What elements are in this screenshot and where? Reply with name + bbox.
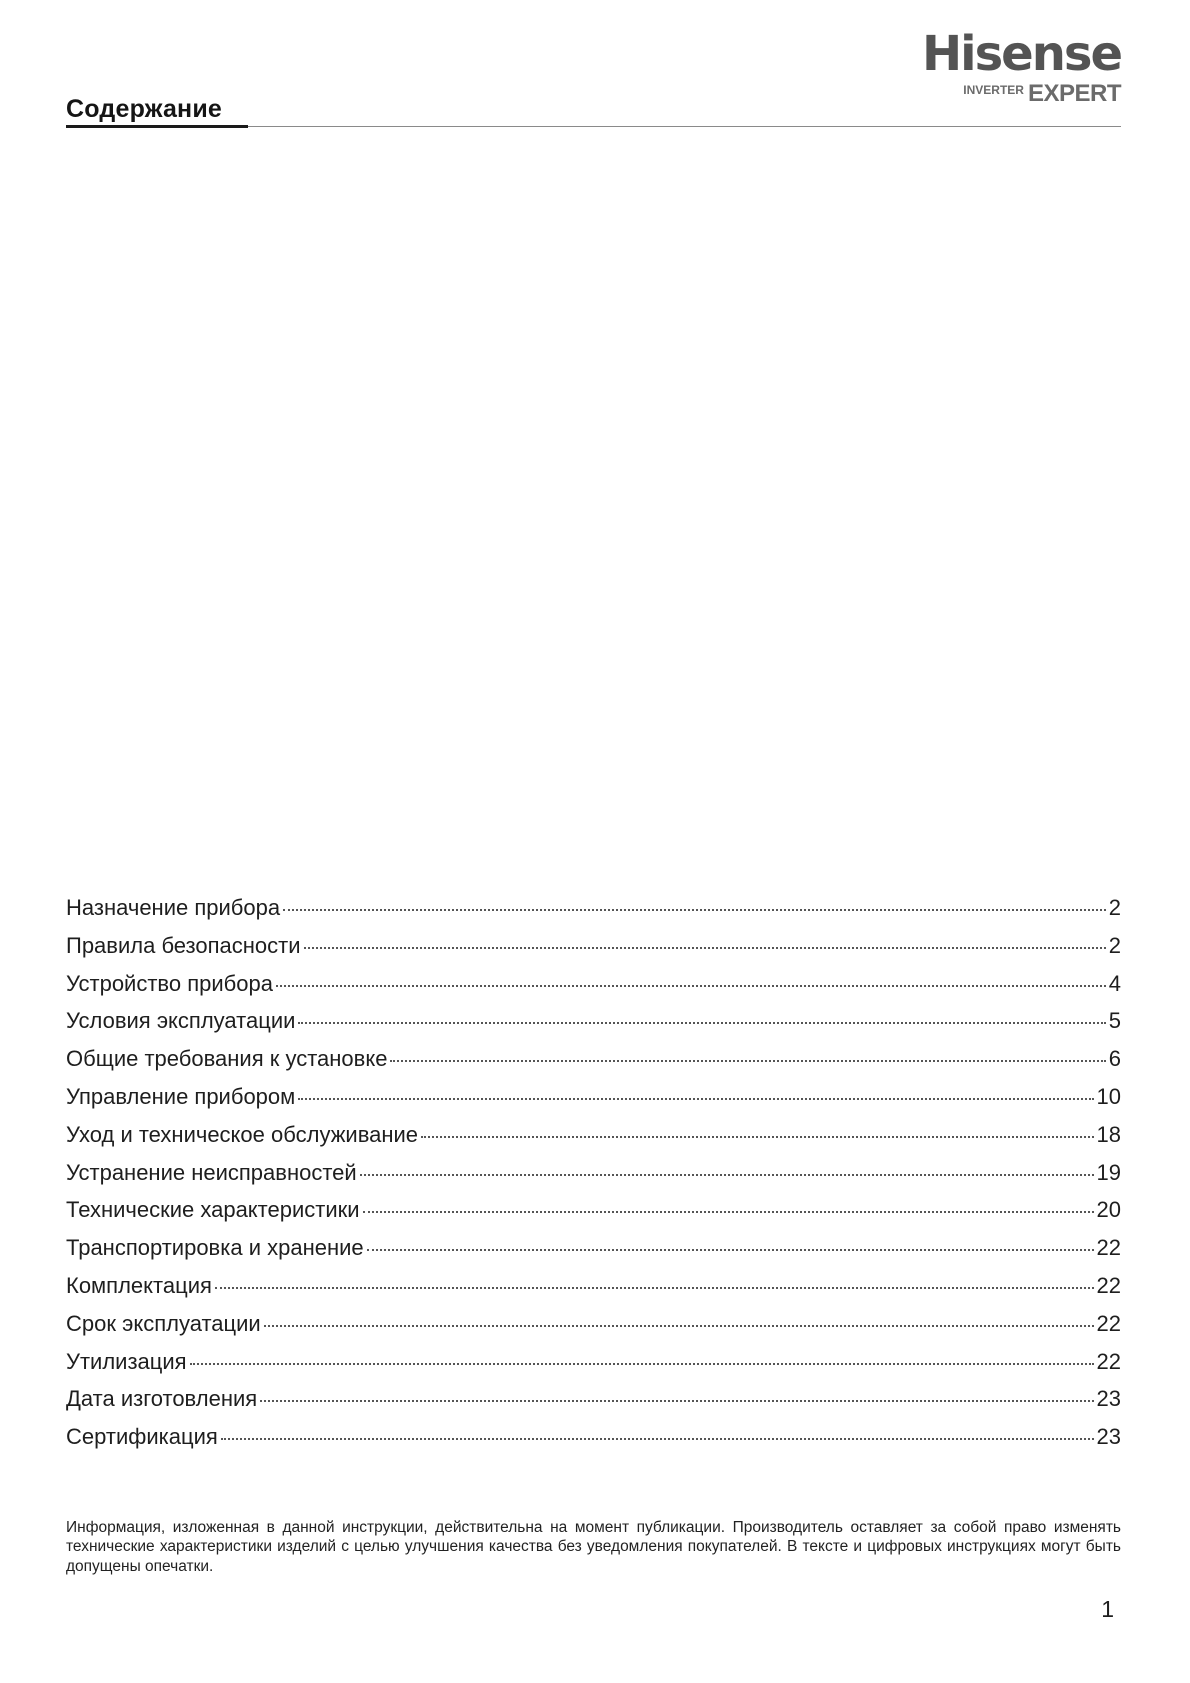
toc-entry[interactable]	[66, 1008, 1121, 1046]
toc-dot-leader	[276, 985, 1106, 987]
toc-entry-page: 22	[1096, 1348, 1121, 1374]
toc-entry-page: 5	[1108, 1008, 1121, 1034]
disclaimer-text: Информация, изложенная в данной инструкции, действительна на момент публикации. Производитель оставляет за собой право изменять технические характеристики изделий с целью улучшения качества без уведомления покупателей. В тексте и цифровых инструкциях могут быть допущены опечатки.	[66, 1518, 1121, 1575]
table-of-contents	[66, 895, 1121, 1462]
toc-entry-page: 20	[1096, 1197, 1121, 1223]
toc-entry-title: Уход и техническое обслуживание	[66, 1121, 419, 1147]
toc-entry-title: Устранение неисправностей	[66, 1159, 357, 1185]
brand-logo-wordmark: Hisense	[921, 26, 1121, 82]
toc-dot-leader	[221, 1438, 1094, 1440]
toc-entry-page: 10	[1096, 1083, 1121, 1109]
toc-entry[interactable]	[66, 971, 1121, 1009]
toc-entry-title: Технические характеристики	[66, 1197, 360, 1223]
toc-entry[interactable]	[66, 1197, 1121, 1235]
toc-dot-leader	[283, 909, 1106, 911]
toc-entry-title: Комплектация	[66, 1272, 212, 1298]
toc-dot-leader	[363, 1211, 1094, 1213]
toc-entry-page: 22	[1096, 1235, 1121, 1261]
toc-entry[interactable]	[66, 895, 1121, 933]
toc-entry-page: 23	[1096, 1424, 1121, 1450]
toc-entry-page: 4	[1108, 970, 1121, 996]
toc-entry-page: 2	[1108, 932, 1121, 958]
toc-entry-page: 18	[1096, 1121, 1121, 1147]
toc-dot-leader	[190, 1363, 1094, 1365]
toc-entry-title: Правила безопасности	[66, 932, 301, 958]
page-title: Содержание	[66, 94, 223, 123]
brand-logo-tagline-inverter: INVERTER	[963, 83, 1024, 97]
toc-dot-leader	[260, 1400, 1093, 1402]
toc-entry-page: 6	[1108, 1046, 1121, 1072]
toc-dot-leader	[390, 1060, 1105, 1062]
toc-dot-leader	[304, 947, 1106, 949]
page-number: 1	[1101, 1596, 1114, 1622]
toc-entry-page: 22	[1096, 1272, 1121, 1298]
brand-logo-tagline	[963, 80, 1121, 108]
toc-entry-title: Срок эксплуатации	[66, 1310, 261, 1336]
toc-dot-leader	[298, 1022, 1105, 1024]
toc-entry-title: Общие требования к установке	[66, 1046, 388, 1072]
toc-dot-leader	[360, 1174, 1094, 1176]
toc-entry[interactable]	[66, 1349, 1121, 1387]
toc-entry-title: Дата изготовления	[66, 1386, 258, 1412]
toc-dot-leader	[298, 1098, 1093, 1100]
toc-entry[interactable]	[66, 1386, 1121, 1424]
brand-logo-tagline-expert: EXPERT	[1027, 80, 1121, 107]
toc-entry[interactable]	[66, 1424, 1121, 1462]
toc-dot-leader	[215, 1287, 1094, 1289]
toc-entry-page: 23	[1096, 1386, 1121, 1412]
toc-entry[interactable]	[66, 1046, 1121, 1084]
toc-entry-title: Утилизация	[66, 1348, 187, 1374]
toc-entry-page: 2	[1108, 895, 1121, 920]
toc-dot-leader	[367, 1249, 1094, 1251]
toc-entry[interactable]	[66, 1311, 1121, 1349]
toc-entry[interactable]	[66, 1084, 1121, 1122]
toc-entry-page: 22	[1096, 1310, 1121, 1336]
header-divider-accent	[66, 125, 248, 128]
toc-entry-title: Устройство прибора	[66, 970, 273, 996]
toc-entry[interactable]	[66, 1122, 1121, 1160]
toc-entry[interactable]	[66, 1235, 1121, 1273]
toc-entry[interactable]	[66, 933, 1121, 971]
toc-entry-title: Транспортировка и хранение	[66, 1235, 364, 1261]
toc-dot-leader	[421, 1136, 1093, 1138]
toc-entry-title: Управление прибором	[66, 1083, 296, 1109]
toc-entry-title: Условия эксплуатации	[66, 1008, 296, 1034]
toc-dot-leader	[264, 1325, 1094, 1327]
toc-entry[interactable]	[66, 1160, 1121, 1198]
toc-entry-title: Сертификация	[66, 1424, 218, 1450]
toc-entry-page: 19	[1096, 1159, 1121, 1185]
toc-entry-title: Назначение прибора	[66, 895, 281, 920]
toc-entry[interactable]	[66, 1273, 1121, 1311]
brand-logo	[905, 26, 1121, 106]
